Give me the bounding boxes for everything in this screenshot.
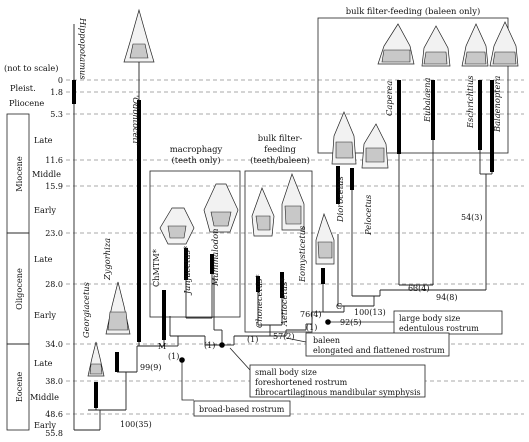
epoch-pleistocene: Pleist. <box>10 83 36 93</box>
annotation-text: small body size <box>255 368 317 377</box>
skull-caperea <box>378 24 414 64</box>
group-bulk-2: feeding <box>264 144 296 154</box>
annotation-large-body <box>394 311 502 334</box>
taxon-janjucetus: Janjucetus* <box>182 245 192 294</box>
group-boxes <box>150 18 508 332</box>
skull-balaenoptera <box>490 22 518 66</box>
skull-georgiacetus <box>88 342 104 376</box>
skull-eubalaena <box>422 26 450 66</box>
annotation-text: broad-based rostrum <box>199 405 285 414</box>
epoch-pliocene: Pliocene <box>9 98 45 108</box>
node-label: 94(8) <box>436 293 458 302</box>
skull-diorocetus <box>332 112 356 164</box>
oligocene-early: Early <box>34 310 57 320</box>
skull-zygorhiza <box>106 282 130 334</box>
group-baleen-only: bulk filter-feeding (baleen only) <box>345 6 481 16</box>
taxon-odontoceti: 'Odontoceti' <box>131 95 141 146</box>
tick-label: 38.0 <box>45 377 63 386</box>
group-bulk-1: bulk filter- <box>257 133 303 143</box>
skull-eomysticetus <box>316 214 334 264</box>
taxon-hippopotamus: Hippopotamus <box>78 18 88 80</box>
node-label: 57(2) <box>273 332 295 341</box>
node-m: M <box>158 342 167 351</box>
eocene-late: Late <box>34 358 53 368</box>
eocene-early: Early <box>34 420 57 430</box>
skull-eschrichtius <box>462 24 488 66</box>
tick-label: 48.6 <box>45 410 63 419</box>
eocene-middle: Middle <box>30 392 59 402</box>
annotation-text: foreshortened rostrum <box>255 378 348 387</box>
node-label: (1) <box>247 335 259 344</box>
annotation-broad-rostrum <box>194 401 290 416</box>
taxon-caperea: Caperea <box>384 80 394 116</box>
tick-label: 0 <box>57 76 63 85</box>
annotation-text: large body size <box>399 314 461 323</box>
annotation-text: fibrocartilaginous mandibular symphysis <box>255 388 421 397</box>
tick-label: 11.6 <box>45 156 63 165</box>
taxon-eomysticetus: Eomysticetus <box>297 225 307 282</box>
taxon-georgiacetus: Georgiacetus <box>81 282 91 338</box>
tick-label: 1.8 <box>50 88 63 97</box>
epoch-eocene: Eocene <box>14 371 24 403</box>
group-macrophagy-sub: (teeth only) <box>171 155 221 165</box>
miocene-early: Early <box>34 205 57 215</box>
annotation-text: elongated and flattened rostrum <box>313 346 445 355</box>
taxon-pelocetus: Pelocetus <box>363 194 373 235</box>
tick-label: 23.0 <box>45 229 63 238</box>
taxon-diorocetus: Diorocetus <box>335 176 345 222</box>
node-label: 100(35) <box>120 420 152 429</box>
taxon-zygorhiza: Zygorhiza <box>102 237 112 280</box>
node-label: (1) <box>168 352 180 361</box>
epoch-oligocene: Oligocene <box>14 268 24 310</box>
tick-label: 55.8 <box>45 429 63 438</box>
node-label: (1) <box>204 341 216 350</box>
node-label: 99(9) <box>140 363 162 372</box>
node-label: 76(4) <box>300 310 322 319</box>
tick-label: 34.0 <box>45 340 63 349</box>
tick-label: 15.9 <box>45 182 63 191</box>
annotation-baleen <box>306 333 449 356</box>
annotation-small-body <box>250 365 425 397</box>
taxon-chonecetus: Chonecetus* <box>254 274 264 328</box>
taxon-aetiocetus: Aetiocetus* <box>279 277 289 326</box>
skull-aetiocetus <box>282 174 304 230</box>
taxon-mammalodon: Mammalodon <box>210 228 220 286</box>
taxon-balaenoptera: Balaenoptera <box>492 75 502 132</box>
group-bulk-3: (teeth/baleen) <box>250 155 310 165</box>
miocene-late: Late <box>34 135 53 145</box>
group-macrophagy: macrophagy <box>169 144 223 154</box>
skull-mammalodon <box>204 184 238 232</box>
scale-note: (not to scale) <box>4 63 59 73</box>
node-label: 100(13) <box>354 308 386 317</box>
epoch-miocene: Miocene <box>14 156 24 192</box>
taxon-chmtm: ChMTM* <box>151 249 161 287</box>
annotation-text: edentulous rostrum <box>399 324 479 333</box>
skull-janjucetus <box>160 208 194 244</box>
oligocene-late: Late <box>34 254 53 264</box>
skull-pelocetus <box>362 124 388 168</box>
node-label: 92(5) <box>340 318 362 327</box>
taxon-eschrichtius: Eschrichtius <box>465 75 475 128</box>
node-label: 63(4) <box>408 284 430 293</box>
miocene-middle: Middle <box>32 169 61 179</box>
skull-odontoceti <box>124 10 154 62</box>
node-label: (1) <box>306 323 318 332</box>
node-label: 54(3) <box>461 213 483 222</box>
tick-label: 5.3 <box>50 110 63 119</box>
annotation-text: baleen <box>313 336 341 345</box>
tick-label: 28.0 <box>45 280 63 289</box>
node-c: C <box>336 302 343 311</box>
taxon-eubalaena: Eubalaena <box>422 77 432 122</box>
skull-chonecetus <box>252 188 274 236</box>
